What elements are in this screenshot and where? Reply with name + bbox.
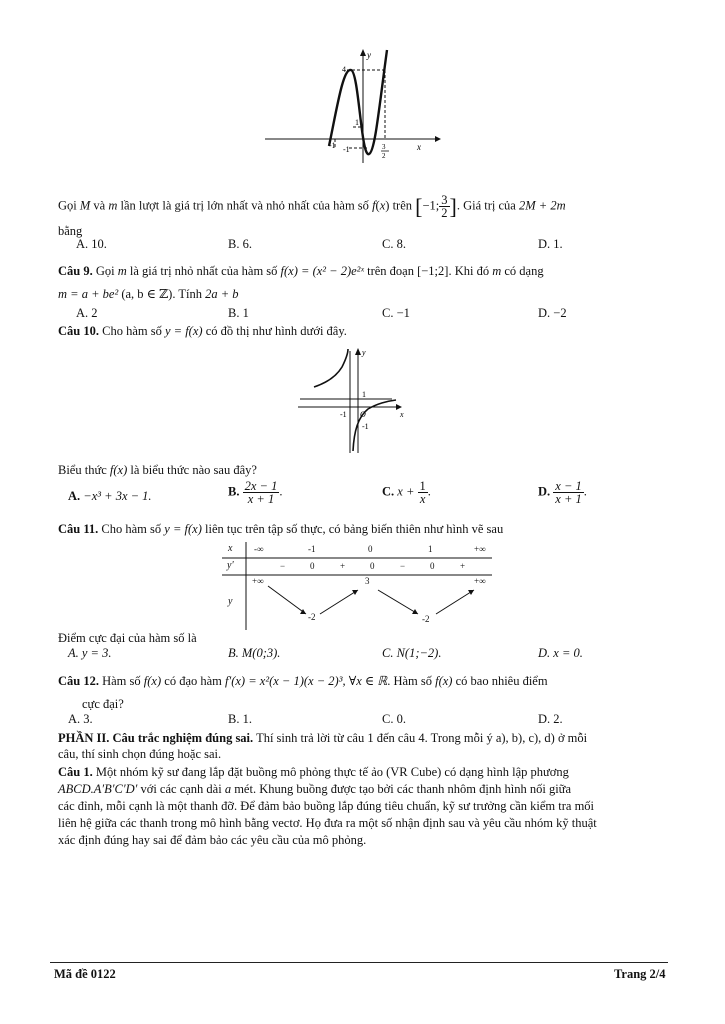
q10-stem: Câu 10. Cho hàm số y = f(x) có đồ thị như hình dưới đây. <box>58 324 347 338</box>
q11-option-b: B. M(0;3). <box>228 646 281 660</box>
label-three: 3 <box>382 143 386 151</box>
footer-rule <box>50 962 668 963</box>
table-sign-4: − <box>400 561 406 571</box>
label-neg1: -1 <box>329 141 336 150</box>
q10-option-d: D. $\frac{x - 1}{x + 1}$ . <box>538 479 587 506</box>
table-y-left: +∞ <box>252 576 264 586</box>
label-x: x <box>417 142 421 152</box>
p2q1-line1: Câu 1. Một nhóm kỹ sư đang lắp đặt buồng mô phỏng thực tế ảo (VR Cube) có dạng hình lập phương <box>58 765 569 779</box>
p2q1-line2: ABCD.A′B′C′D′ với các cạnh dài a mét. Khung buồng được tạo bởi các thanh nhôm định hình nối giữa <box>58 782 571 796</box>
graph-hyperbola <box>296 345 412 455</box>
q10-option-c: C. x + $\frac{1}{x}$ . <box>382 479 431 506</box>
part2-heading-2: câu, thí sinh chọn đúng hoặc sai. <box>58 747 222 761</box>
y-axis-arrow <box>360 49 366 56</box>
p2q1-line5: xác định đúng hay sai để đảm bảo các yêu cầu của mô phỏng. <box>58 833 367 847</box>
arrow-down-2 <box>378 590 418 614</box>
q9-stem-2: m = a + be² (a, b ∈ ℤ). Tính 2a + b <box>58 287 239 301</box>
graph-cubic <box>265 48 445 166</box>
table-sign-5: 0 <box>430 561 435 571</box>
label-two: 2 <box>382 152 386 160</box>
q8-option-b: B. 6. <box>228 237 252 251</box>
table-x-0: -∞ <box>254 544 264 554</box>
q11-stem: Câu 11. Cho hàm số y = f(x) liên tục trên tập số thực, có bảng biến thiên như hình vẽ sau <box>58 522 504 536</box>
q9-stem: Câu 9. Gọi m là giá trị nhỏ nhất của hàm số f(x) = (x² − 2)e²ˣ trên đoạn [−1;2]. Khi đó m có dạng <box>58 264 544 278</box>
footer-page-number: Trang 2/4 <box>614 967 666 981</box>
q8-option-c: C. 8. <box>382 237 406 251</box>
label-o: O <box>360 410 366 419</box>
p2q1-line4: liên hệ giữa các thanh trong mô hình bằng vectơ. Họ đưa ra một số nhận định sau và yêu cầu nhóm kỹ thuật <box>58 816 597 830</box>
table-y-min2: -2 <box>422 614 430 624</box>
q8-option-d: D. 1. <box>538 237 563 251</box>
table-yprime-label: y' <box>227 560 234 571</box>
p2q1-line3: các đỉnh, mỗi cạnh là một thanh đỡ. Để đảm bảo buồng lắp đúng tiêu chuẩn, kỹ sư trưởng cần kiểm tra mối <box>58 799 595 813</box>
q12-option-c: C. 0. <box>382 712 406 726</box>
table-x-2: 0 <box>368 544 373 554</box>
arrow-up-1 <box>320 590 358 614</box>
q9-option-d: D. −2 <box>538 306 567 320</box>
table-y-min1: -2 <box>308 612 316 622</box>
q12-stem: Câu 12. Hàm số f(x) có đạo hàm f′(x) = x²(x − 1)(x − 2)³, ∀x ∈ ℝ. Hàm số f(x) có bao nhiêu điểm <box>58 674 548 688</box>
q12-option-d: D. 2. <box>538 712 563 726</box>
table-x-label: x <box>228 543 233 554</box>
arrow-down-1 <box>268 586 306 614</box>
table-sign-3: 0 <box>370 561 375 571</box>
q10-option-a: A. −x³ + 3x − 1. <box>68 489 152 503</box>
y-axis-arrow <box>355 348 361 355</box>
x-axis-arrow <box>435 136 441 142</box>
label-ym1: -1 <box>362 422 369 431</box>
q8-stem-end: bằng <box>58 224 83 238</box>
hyperbola-right-branch <box>353 400 396 451</box>
label-y: y <box>367 50 371 60</box>
q8-stem: Gọi M và m lần lượt là giá trị lớn nhất và nhỏ nhất của hàm số f(x) trên [−1; $\frac{3}{2}$ ]. Giá trị của 2M + 2m <box>58 193 566 220</box>
footer-exam-code: Mã đề 0122 <box>54 967 116 981</box>
label-top: 4 <box>342 65 346 74</box>
table-y-right: +∞ <box>474 576 486 586</box>
q11-option-a: A. y = 3. <box>68 646 112 660</box>
part2-heading: PHẦN II. Câu trắc nghiệm đúng sai. Thí sinh trả lời từ câu 1 đến câu 4. Trong mỗi ý a), b), c), d) ở mỗi <box>58 731 588 745</box>
table-sign-2: + <box>340 561 346 571</box>
label-one: 1 <box>355 118 359 127</box>
table-sign-1: 0 <box>310 561 315 571</box>
q11-question: Điểm cực đại của hàm số là <box>58 631 197 645</box>
table-y-max: 3 <box>365 576 370 586</box>
label-x: x <box>400 410 404 419</box>
q11-option-d: D. x = 0. <box>538 646 583 660</box>
q8-option-a: A. 10. <box>76 237 107 251</box>
q12-stem-2: cực đại? <box>82 697 124 711</box>
label-y: y <box>362 348 366 357</box>
q10-question: Biểu thức f(x) là biểu thức nào sau đây? <box>58 463 257 477</box>
arrow-up-2 <box>436 590 474 614</box>
table-x-1: -1 <box>308 544 316 554</box>
table-sign-6: + <box>460 561 466 571</box>
table-sign-0: − <box>280 561 286 571</box>
label-neg1: -1 <box>340 410 347 419</box>
label-one: 1 <box>362 390 366 399</box>
variation-table <box>222 542 492 630</box>
table-x-3: 1 <box>428 544 433 554</box>
q9-option-b: B. 1 <box>228 306 249 320</box>
variation-table-grid <box>222 542 492 630</box>
q11-option-c: C. N(1;−2). <box>382 646 442 660</box>
q9-option-c: C. −1 <box>382 306 410 320</box>
hyperbola-left-branch <box>314 349 348 387</box>
q10-option-b: B. $\frac{2x - 1}{x + 1}$ . <box>228 479 283 506</box>
q12-option-b: B. 1. <box>228 712 252 726</box>
label-ym1: -1 <box>343 145 350 154</box>
q9-option-a: A. 2 <box>76 306 98 320</box>
table-x-4: +∞ <box>474 544 486 554</box>
table-y-label: y <box>228 596 233 607</box>
q12-option-a: A. 3. <box>68 712 93 726</box>
